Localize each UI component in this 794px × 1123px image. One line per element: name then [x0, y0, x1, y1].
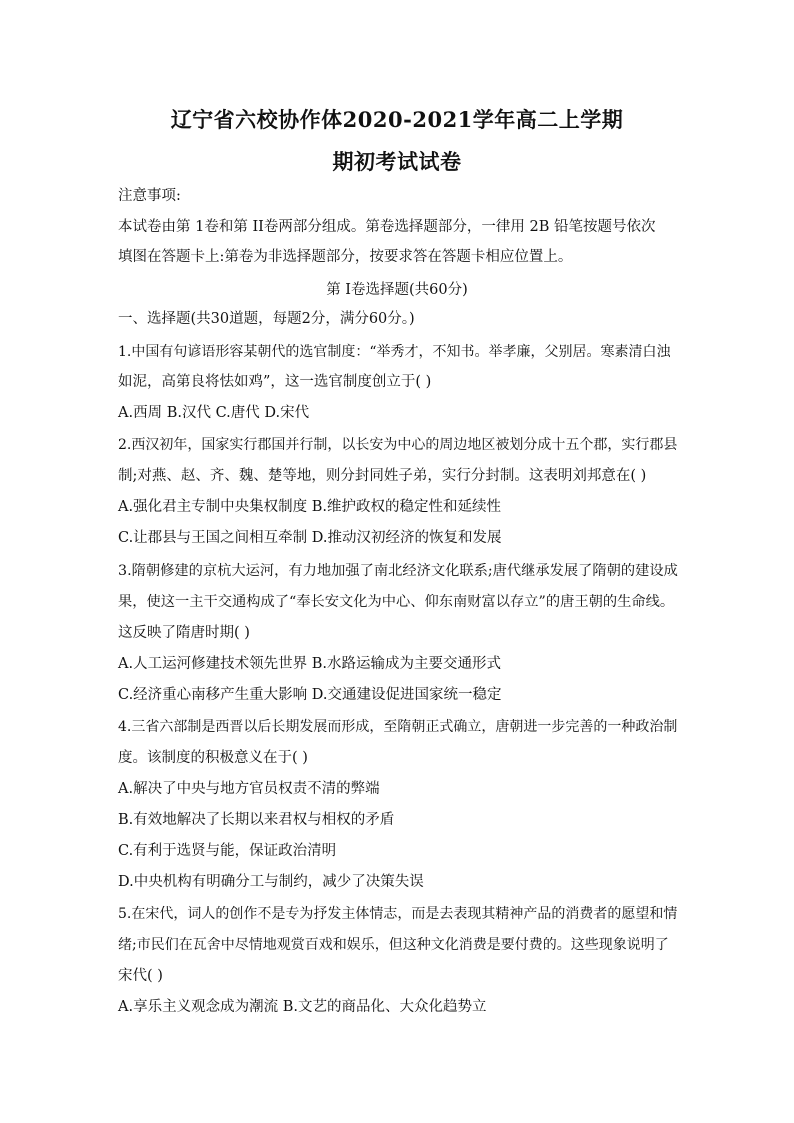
question-2-line-2: 制;对燕、赵、齐、魏、楚等地，则分封同姓子弟，实行分封制。这表明刘邦意在( ) [118, 468, 647, 484]
question-1-line-2: 如泥，高第良将怯如鸡”，这一选官制度创立于( ) [118, 374, 432, 390]
question-4-line-2: 度。该制度的积极意义在于( ) [118, 750, 308, 766]
section-title: 第 I卷选择题(共60分) [326, 282, 468, 298]
question-4-option-a: A.解决了中央与地方官员权责不清的弊端 [118, 781, 380, 797]
question-3-options-ab: A.人工运河修建技术领先世界 B.水路运输成为主要交通形式 [118, 656, 501, 672]
notice-heading: 注意事项: [118, 188, 181, 204]
question-4-line-1: 4.三省六部制是西晋以后长期发展而形成，至隋朝正式确立，唐朝进一步完善的一种政治制 [118, 719, 678, 735]
question-3-line-2: 果，使这一主干交通构成了“奉长安文化为中心、仰东南财富以存立”的唐王朝的生命线。 [118, 594, 675, 610]
question-4-option-c: C.有利于选贤与能，保证政治清明 [118, 843, 337, 859]
question-5-options-ab: A.享乐主义观念成为潮流 B.文艺的商品化、大众化趋势立 [118, 999, 487, 1015]
question-3-options-cd: C.经济重心南移产生重大影响 D.交通建设促进国家统一稳定 [118, 687, 502, 703]
question-5-line-1: 5.在宋代，词人的创作不是专为抒发主体情志，而是去表现其精神产品的消费者的愿望和情 [118, 906, 678, 922]
exam-title: 辽宁省六校协作体2020-2021学年高二上学期 [170, 107, 624, 132]
notice-line-1: 本试卷由第 1卷和第 II卷两部分组成。第卷选择题部分，一律用 2B 铅笔按题号依次 [118, 219, 656, 235]
question-3-line-3: 这反映了隋唐时期( ) [118, 625, 250, 641]
question-2-options-ab: A.强化君主专制中央集权制度 B.维护政权的稳定性和延续性 [118, 499, 501, 515]
question-5-line-2: 绪;市民们在瓦舍中尽情地观赏百戏和娱乐，但这种文化消费是要付费的。这些现象说明了 [118, 937, 669, 953]
notice-line-2: 填图在答题卡上:第卷为非选择题部分，按要求答在答题卡相应位置上。 [118, 249, 573, 265]
question-4-option-d: D.中央机构有明确分工与制约，减少了决策失误 [118, 874, 424, 890]
question-4-option-b: B.有效地解决了长期以来君权与相权的矛盾 [118, 812, 395, 828]
exam-subtitle: 期初考试试卷 [332, 149, 462, 174]
part-heading: 一、选择题(共30道题，每题2分，满分60分。) [118, 311, 415, 327]
question-2-options-cd: C.让郡县与王国之间相互牵制 D.推动汉初经济的恢复和发展 [118, 530, 502, 546]
question-1-line-1: 1.中国有句谚语形容某朝代的选官制度：“举秀才，不知书。举孝廉，父别居。寒素清白浊 [118, 344, 671, 360]
question-5-line-3: 宋代( ) [118, 968, 163, 984]
question-1-options: A.西周 B.汉代 C.唐代 D.宋代 [118, 405, 310, 421]
question-2-line-1: 2.西汉初年，国家实行郡国并行制，以长安为中心的周边地区被划分成十五个郡，实行郡县 [118, 437, 678, 453]
question-3-line-1: 3.隋朝修建的京杭大运河，有力地加强了南北经济文化联系;唐代继承发展了隋朝的建设成 [118, 563, 678, 579]
